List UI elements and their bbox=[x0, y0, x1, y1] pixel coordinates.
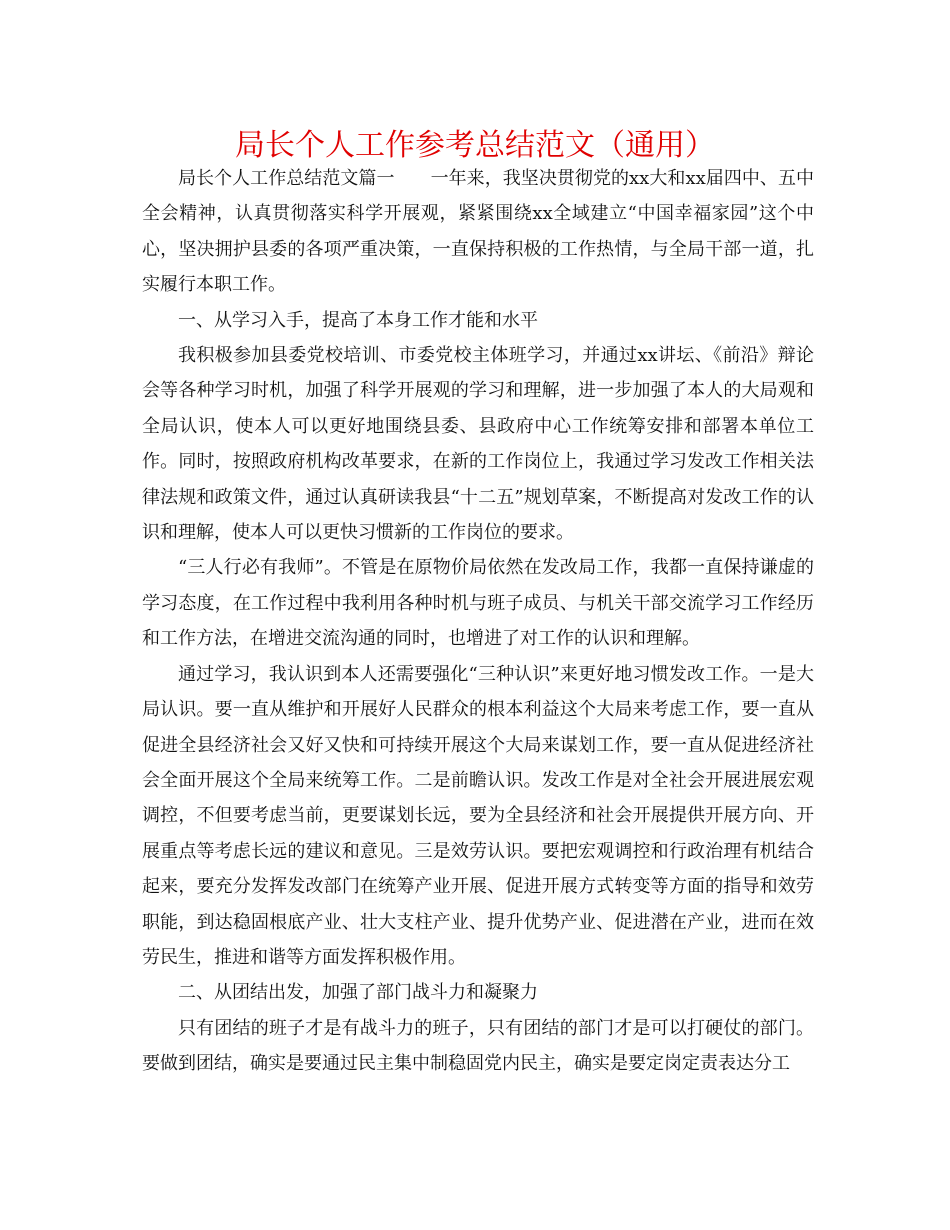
paragraph-intro: 局长个人工作总结范文篇一 一年来，我坚决贯彻党的xx大和xx届四中、五中全会精神，认真贯彻落实科学开展观，紧紧围绕xx全域建立“中国幸福家园”这个中心，坚决拥护县委的各项严重决策，一直保持积极的工作热情，与全局干部一道，扎实履行本职工作。 bbox=[142, 168, 814, 296]
document-body bbox=[142, 161, 814, 1082]
paragraph-three-awareness: 通过学习，我认识到本人还需要强化“三种认识”来更好地习惯发改工作。一是大局认识。要一直从维护和开展好人民群众的根本利益这个大局来考虑工作，要一直从促进全县经济社会又好又快和可持续开展这个大局来谋划工作，要一直从促进经济社会全面开展这个全局来统筹工作。二是前瞻认识。发改工作是对全社会开展进展宏观调控，不但要考虑当前，更要谋划长远，要为全县经济和社会开展提供开展方向、开展重点等考虑长远的建议和意见。三是效劳认识。要把宏观调控和行政治理有机结合起来，要充分发挥发改部门在统筹产业开展、促进开展方式转变等方面的指导和效劳职能，到达稳固根底产业、壮大支柱产业、提升优势产业、促进潜在产业，进而在效劳民生，推进和谐等方面发挥积极作用。 bbox=[142, 663, 814, 968]
section-heading-2: 二、从团结出发，加强了部门战斗力和凝聚力 bbox=[178, 982, 538, 1004]
paragraph-unity: 只有团结的班子才是有战斗力的班子，只有团结的部门才是可以打硬仗的部门。要做到团结，确实是要通过民主集中制稳固党内民主，确实是要定岗定责表达分工 bbox=[142, 1017, 814, 1075]
paragraph-humility: “三人行必有我师”。不管是在原物价局依然在发改局工作，我都一直保持谦虚的学习态度，在工作过程中我利用各种时机与班子成员、与机关干部交流学习工作经历和工作方法，在增进交流沟通的同时，也增进了对工作的认识和理解。 bbox=[142, 557, 814, 650]
paragraph-study: 我积极参加县委党校培训、市委党校主体班学习，并通过xx讲坛、《前沿》辩论会等各种学习时机，加强了科学开展观的学习和理解，进一步加强了本人的大局观和全局认识，使本人可以更好地围绕县委、县政府中心工作统筹安排和部署本单位工作。同时，按照政府机构改革要求，在新的工作岗位上，我通过学习发改工作相关法律法规和政策文件，通过认真研读我县“十二五”规划草案，不断提高对发改工作的认识和理解，使本人可以更快习惯新的工作岗位的要求。 bbox=[142, 345, 814, 544]
document-title: 局长个人工作参考总结范文（通用） bbox=[235, 128, 715, 163]
section-heading-1: 一、从学习入手，提高了本身工作才能和水平 bbox=[178, 309, 538, 331]
